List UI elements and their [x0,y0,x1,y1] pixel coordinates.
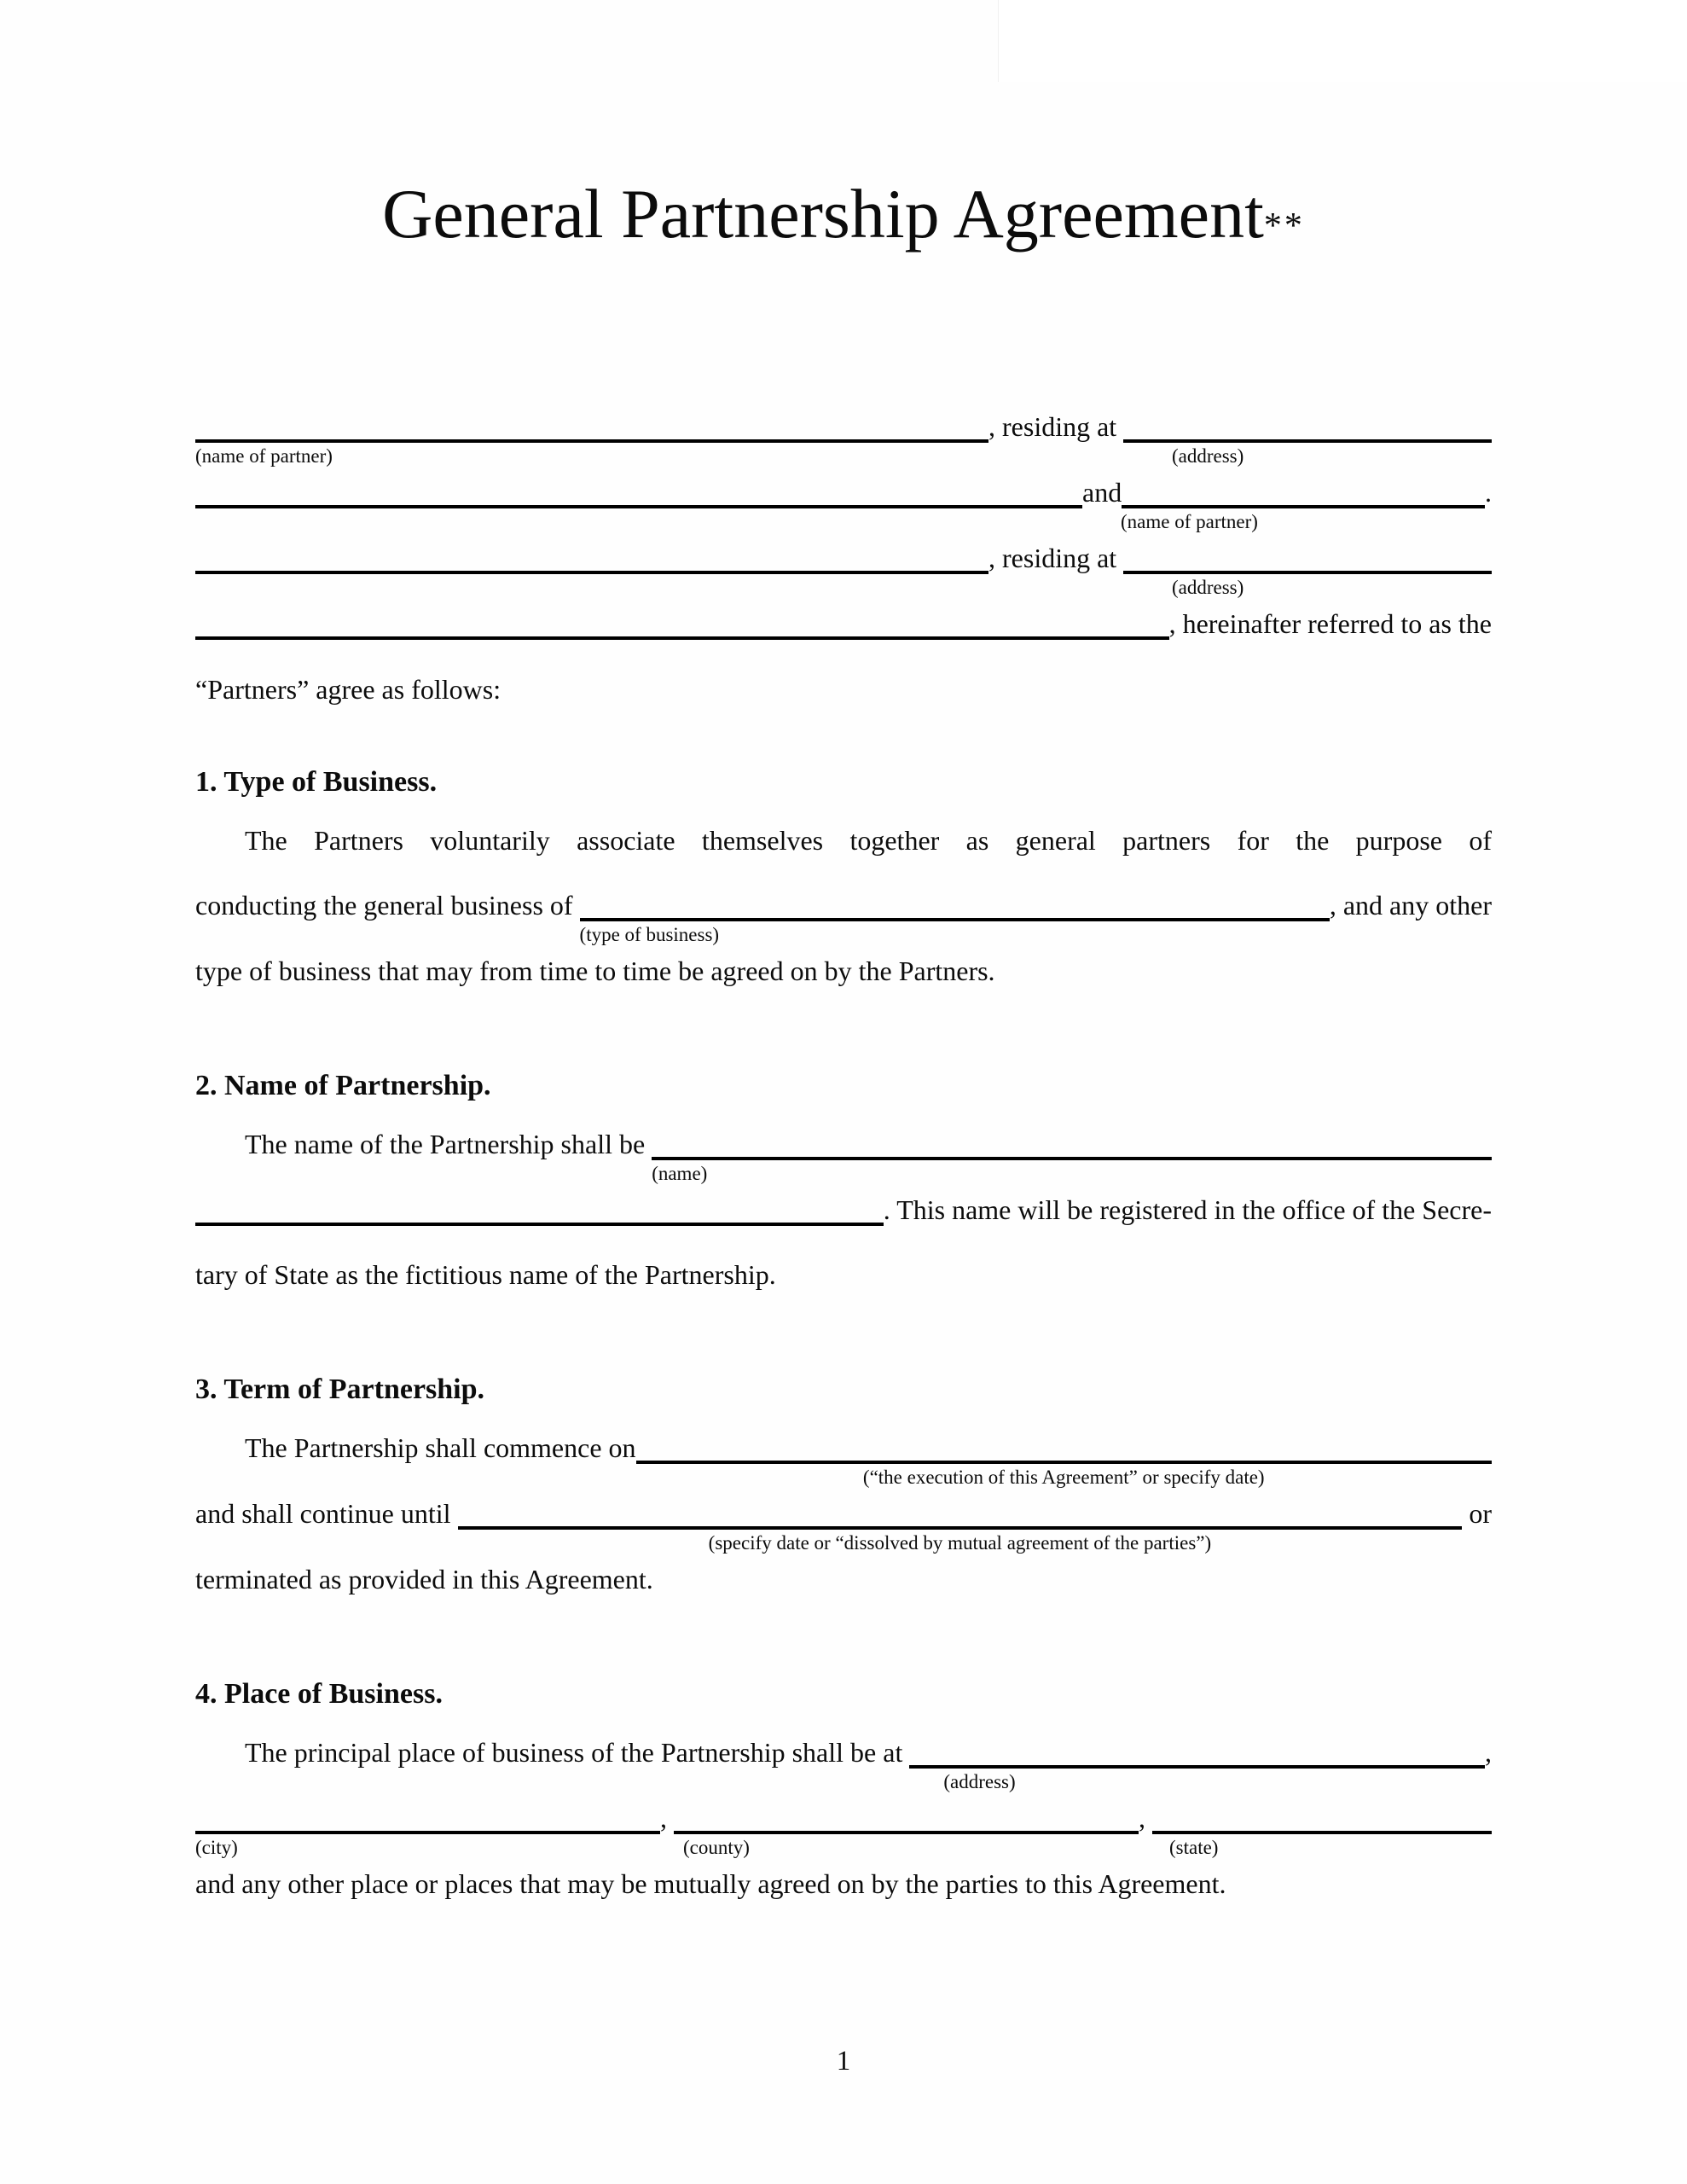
paragraph-indent [195,1466,245,1490]
hereinafter-text: , hereinafter referred to as the [1168,608,1492,639]
section-4-caption-row-2 [195,1836,1492,1860]
intro-row-1 [195,411,1492,443]
section-3-text-before-blank-1: The Partnership shall commence on [245,1432,636,1463]
paragraph-indent [195,1770,245,1794]
intro-captions-2 [195,510,1492,534]
section-3-text-before-blank-2: and shall continue until [195,1498,458,1529]
section-2-fill-line-2 [195,1194,1492,1226]
intro-row-4 [195,608,1492,640]
document-title-text: General Partnership Agreement [382,175,1264,253]
principal-address-blank[interactable] [909,1765,1485,1769]
section-3-caption-row-2 [195,1531,1492,1555]
caption-city: (city) [195,1837,238,1858]
caption-state: (state) [1169,1837,1219,1858]
city-county-separator: , [660,1803,674,1833]
county-blank[interactable] [674,1831,1139,1834]
section-1-fill-line [195,890,1492,921]
caption-address-2: (address) [1172,577,1244,598]
state-blank[interactable] [1152,1831,1492,1834]
section-2-text-after-blank: . This name will be registered in the office of the Secre- [883,1194,1492,1225]
partner1-name-blank[interactable] [195,439,988,443]
residing-at-text-1: , residing at [988,411,1124,442]
partnership-name-blank[interactable] [652,1157,1492,1160]
section-4-text-before-blank: The principal place of business of the Partnership shall be at [245,1737,910,1768]
intro-captions-1 [195,444,1492,468]
page-number: 1 [836,2046,851,2077]
partner2-name-cont-blank[interactable] [195,571,988,574]
section-3-caption-row-1 [195,1466,1492,1490]
caption-type-of-business: (type of business) [579,924,720,945]
section-2-fill-line-1 [195,1129,1492,1160]
section-1-caption-row [195,923,1492,947]
section-1-heading: 1. Type of Business. [195,766,438,798]
document-page [195,0,1492,1900]
commencement-date-blank[interactable] [636,1461,1492,1464]
section-3-text-after-blank-2: or [1462,1498,1492,1529]
section-1-paragraph-1: The Partners voluntarily associate themselves together as general partners for the purpose of [245,825,1492,856]
intro-row-2 [195,477,1492,508]
section-3-heading: 3. Term of Partnership. [195,1374,485,1405]
section-4-comma: , [1485,1737,1492,1768]
caption-execution-or-date: (“the execution of this Agreement” or specify date) [862,1467,1265,1488]
section-3-paragraph: terminated as provided in this Agreement. [195,1564,653,1594]
caption-name-of-partner-2: (name of partner) [1121,511,1258,532]
section-2-heading: 2. Name of Partnership. [195,1070,491,1101]
document-title [195,175,1492,253]
county-state-separator: , [1139,1803,1152,1833]
partner1-address-blank[interactable] [1123,439,1492,443]
partner2-address-cont-blank[interactable] [195,636,1169,640]
type-of-business-blank[interactable] [580,918,1330,921]
caption-name: (name) [652,1163,708,1184]
partner1-address-cont-blank[interactable] [195,505,1082,508]
intro-closing-line: “Partners” agree as follows: [195,674,501,705]
title-footnote-marker: ** [1263,206,1305,246]
section-4-caption-row-1 [195,1770,1492,1794]
partnership-name-cont-blank[interactable] [195,1223,884,1226]
section-3-fill-line-1 [195,1432,1492,1464]
caption-address-3: (address) [943,1771,1016,1792]
city-blank[interactable] [195,1831,660,1834]
section-3-fill-line-2 [195,1498,1492,1530]
caption-county: (county) [683,1837,750,1858]
and-text: and [1082,477,1122,508]
partner2-address-blank[interactable] [1123,571,1492,574]
intro-captions-3 [195,576,1492,600]
section-1-text-before-blank: conducting the general business of [195,890,580,921]
section-4-paragraph: and any other place or places that may be mutually agreed on by the parties to this Agreement. [195,1868,1226,1899]
intro-row-3 [195,543,1492,574]
section-2-paragraph: tary of State as the fictitious name of the Partnership. [195,1259,776,1290]
section-1-paragraph-2: type of business that may from time to time be agreed on by the Partners. [195,956,995,986]
section-4-fill-line-2 [195,1803,1492,1834]
paragraph-indent [195,1162,245,1186]
residing-at-text-2: , residing at [988,543,1124,573]
caption-specify-date-or-dissolved: (specify date or “dissolved by mutual agreement of the parties”) [708,1532,1212,1554]
section-2-text-before-blank: The name of the Partnership shall be [245,1129,652,1159]
continue-until-blank[interactable] [458,1526,1463,1530]
section-4-fill-line-1 [195,1737,1492,1769]
section-1-text-after-blank: , and any other [1329,890,1492,921]
caption-name-of-partner-1: (name of partner) [195,445,333,467]
caption-address-1: (address) [1172,445,1244,467]
partner2-name-blank[interactable] [1122,505,1485,508]
section-4-heading: 4. Place of Business. [195,1678,443,1710]
intro-row2-period: . [1485,477,1492,508]
section-2-caption-row [195,1162,1492,1186]
